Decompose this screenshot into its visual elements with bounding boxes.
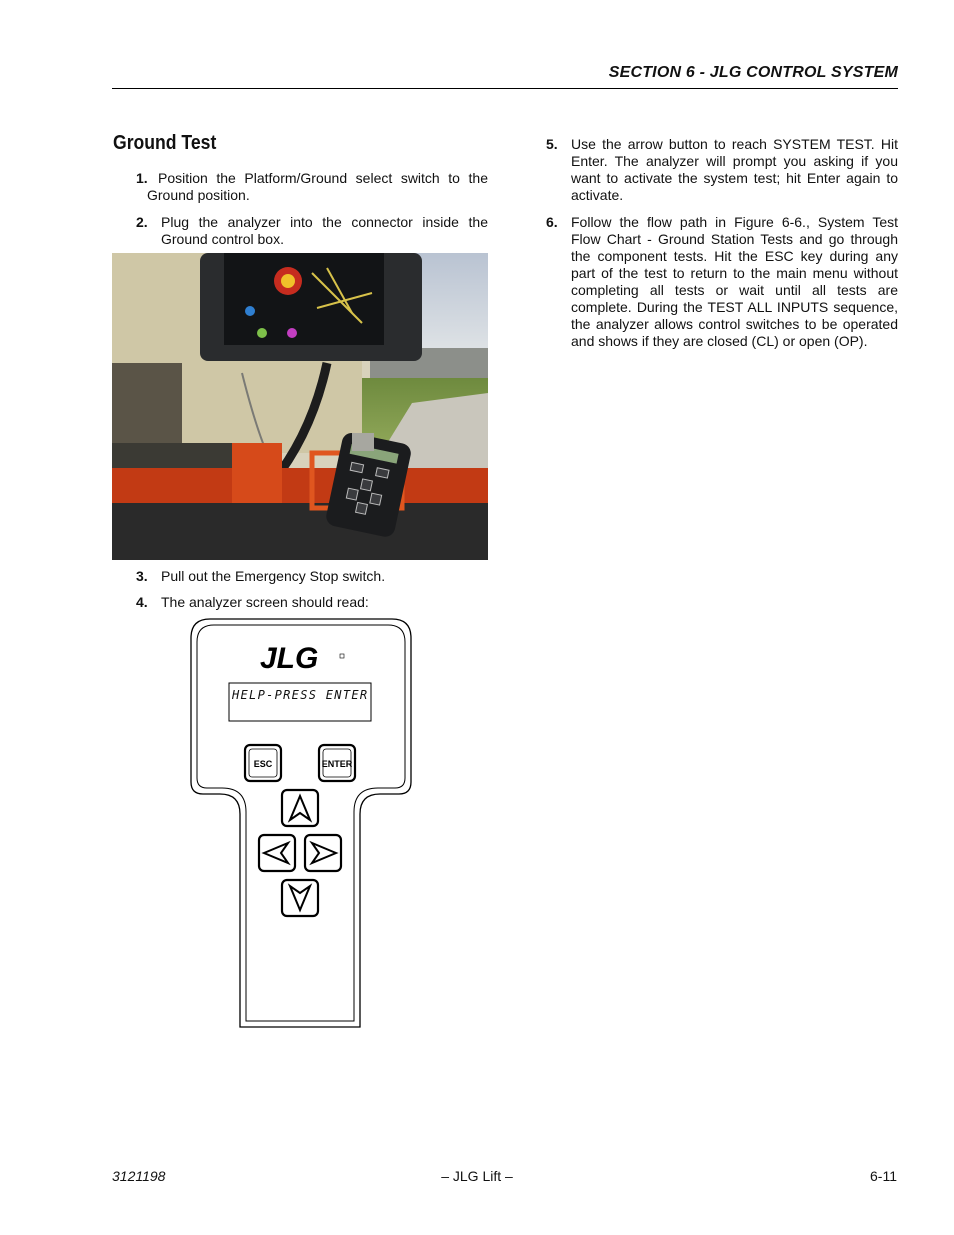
- header-rule: [112, 88, 898, 89]
- step-3-text: Pull out the Emergency Stop switch.: [161, 568, 386, 584]
- step-1: [136, 170, 488, 204]
- esc-button[interactable]: [245, 745, 281, 781]
- section-header: SECTION 6 - JLG CONTROL SYSTEM: [608, 64, 898, 81]
- step-3: [136, 568, 488, 585]
- step-number: 2.: [136, 214, 148, 230]
- step-6: [546, 214, 898, 350]
- step-2-text: Plug the analyzer into the connector inside the Ground control box.: [161, 214, 488, 247]
- left-arrow-icon[interactable]: [259, 835, 295, 871]
- step-number: 3.: [136, 568, 148, 584]
- footer-center: – JLG Lift –: [441, 1168, 513, 1184]
- step-1-text: Position the Platform/Ground select switch to the Ground position.: [147, 170, 488, 203]
- analyzer-drawing: [190, 618, 412, 1030]
- section-heading: Ground Test: [113, 132, 217, 154]
- step-5-text: Use the arrow button to reach SYSTEM TEST. Hit Enter. The analyzer will prompt you asking if you want to activate the system test; hit Enter again to activate.: [571, 136, 898, 203]
- step-number: 6.: [546, 214, 558, 230]
- jlg-logo-text: JLG: [260, 642, 319, 675]
- ground-control-photo: [112, 253, 488, 560]
- enter-label: ENTER: [321, 759, 353, 769]
- step-text: [122, 170, 488, 204]
- step-number: 4.: [136, 594, 148, 610]
- down-arrow-icon[interactable]: [282, 880, 318, 916]
- step-number: 1.: [136, 170, 148, 186]
- step-2: [136, 214, 488, 248]
- right-arrow-icon[interactable]: [305, 835, 341, 871]
- step-4-text: The analyzer screen should read:: [161, 594, 369, 610]
- up-arrow-icon[interactable]: [282, 790, 318, 826]
- step-5: [546, 136, 898, 204]
- step-6-text: Follow the flow path in Figure 6-6., System Test Flow Chart - Ground Station Tests and go through the component tests. Hit the ESC key during any part of the test to return to the main menu without completing all tests or wait until all tests are complete. During the TEST ALL INPUTS sequence, the analyzer allows control switches to be operated and shows if they are closed (CL) or open (OP).: [571, 214, 898, 349]
- doc-number: 3121198: [112, 1168, 166, 1184]
- step-number: 5.: [546, 136, 558, 152]
- step-4: [136, 594, 488, 611]
- enter-button[interactable]: [319, 745, 355, 781]
- page-number: 6-11: [870, 1168, 897, 1184]
- jlg-logo: [260, 642, 344, 675]
- analyzer-screen-text: HELP-PRESS ENTER: [232, 688, 369, 702]
- esc-label: ESC: [253, 759, 273, 769]
